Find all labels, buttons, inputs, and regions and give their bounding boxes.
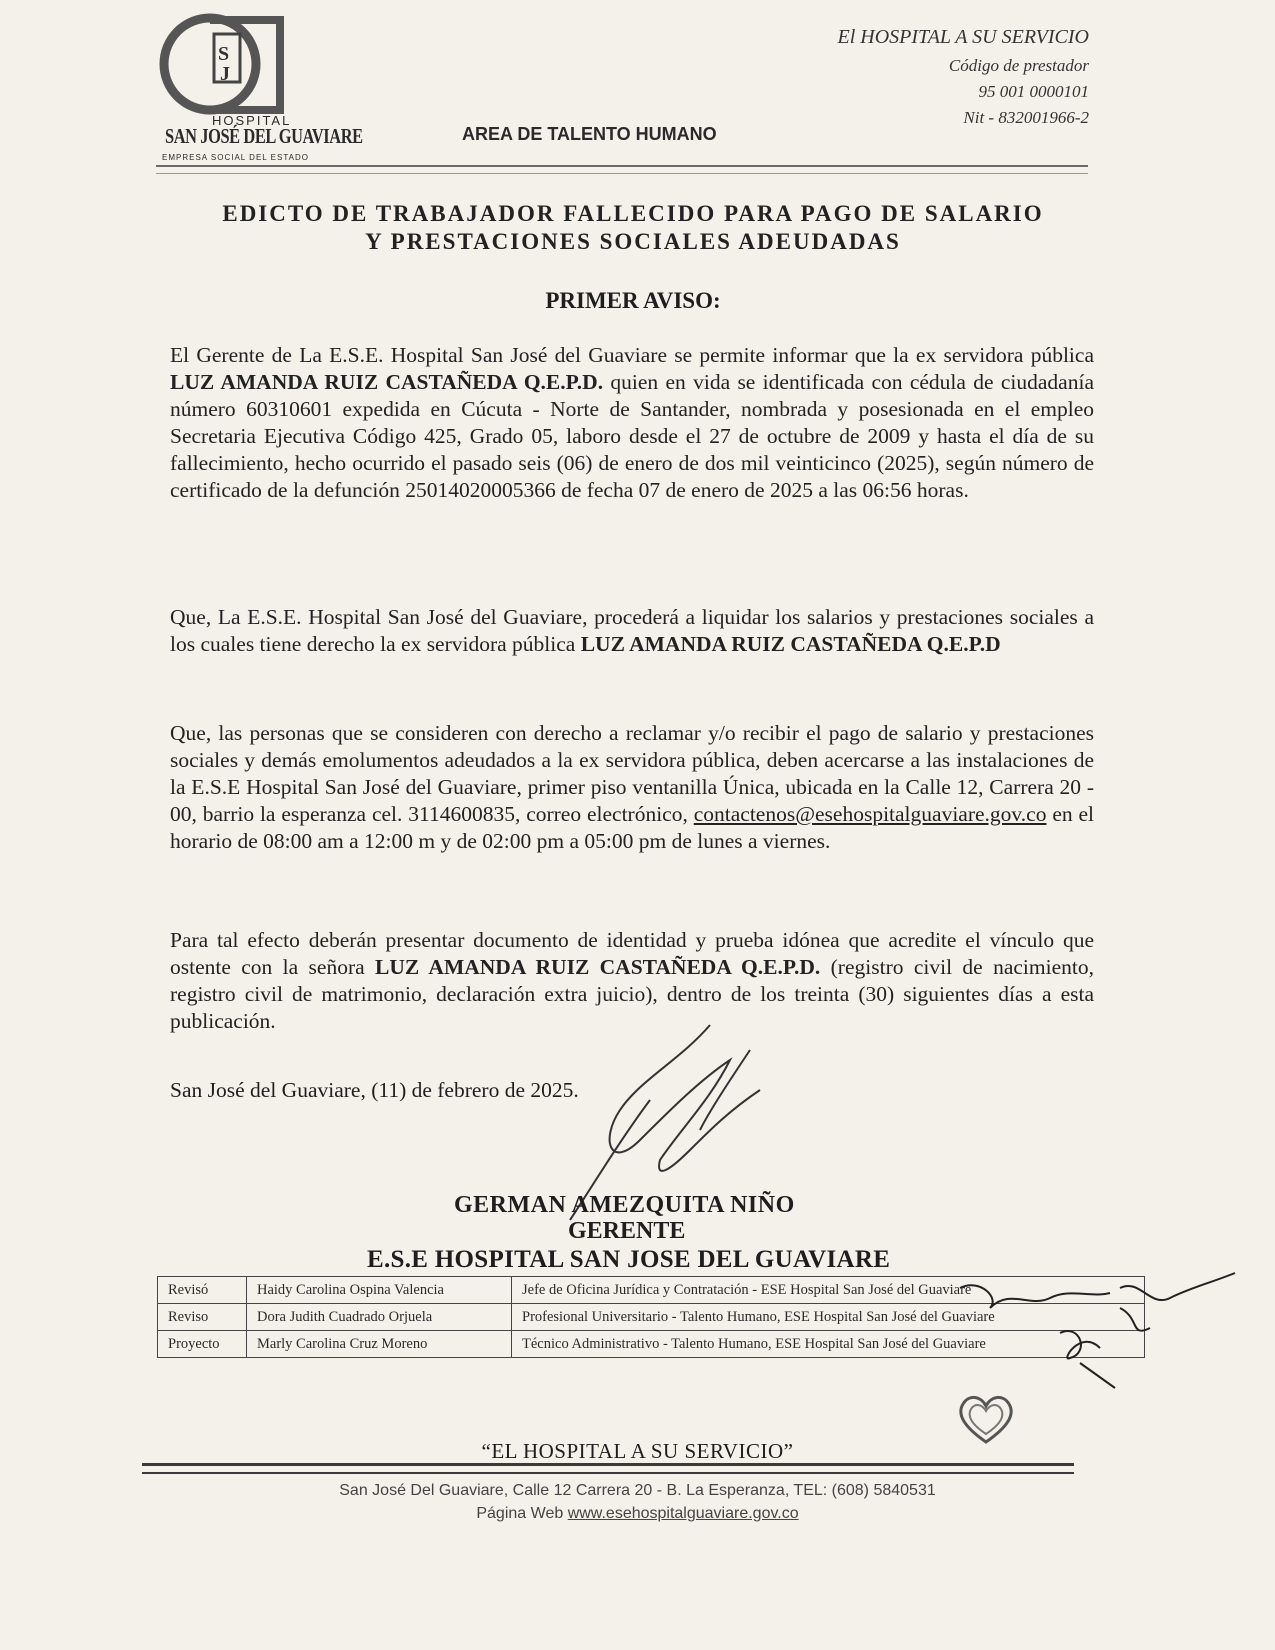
review-action: Proyecto	[158, 1331, 247, 1358]
footer-address: San José Del Guaviare, Calle 12 Carrera 20 - B. La Esperanza, TEL: (608) 5840531	[339, 1482, 936, 1499]
svg-text:S: S	[218, 43, 230, 65]
header-slogan: El HOSPITAL A SU SERVICIO	[837, 26, 1089, 48]
p2-text-a: Que, La E.S.E. Hospital San José del Guaviare, procederá a liquidar los salarios y prestaciones sociales a los cuales tiene derecho la ex servidora pública	[170, 605, 1094, 656]
footer-divider	[142, 1463, 1074, 1474]
signer-role: GERENTE	[568, 1218, 686, 1244]
logo-hospital-name: SAN JOSÉ DEL GUAVIARE	[165, 124, 363, 148]
p1-text-a: El Gerente de La E.S.E. Hospital San José del Guaviare se permite informar que la ex servidora pública	[170, 343, 1094, 367]
header-info	[838, 26, 1089, 131]
signer-name: GERMAN AMEZQUITA NIÑO	[454, 1192, 795, 1218]
website-link[interactable]: www.esehospitalguaviare.gov.co	[567, 1505, 799, 1522]
deceased-name: LUZ AMANDA RUIZ CASTAÑEDA Q.E.P.D.	[170, 370, 604, 394]
review-person: Marly Carolina Cruz Moreno	[247, 1331, 512, 1358]
logo-subtitle: EMPRESA SOCIAL DEL ESTADO	[162, 153, 309, 162]
review-person: Haidy Carolina Ospina Valencia	[247, 1277, 512, 1304]
p1-text-b: quien en vida se identificada con cédula de ciudadanía número 60310601 expedida en Cúcuta - Norte de Santander, nombrada y posesionada en el empleo Secretaria Ejecutiva Código 425, Grado 05, laboro desde el 27 de octubre de 2009 y hasta el día de su fallecimiento, hecho ocurrido el pasado seis (06) de enero de dos mil veinticinco (2025), según número de certificado de la defunción 25014020005366 de fecha 07 de enero de 2025 a las 06:56 horas.	[170, 370, 1094, 502]
contact-email-link[interactable]: contactenos@esehospitalguaviare.gov.co	[693, 802, 1047, 826]
document-title	[165, 200, 1101, 256]
signer-organization: E.S.E HOSPITAL SAN JOSE DEL GUAVIARE	[367, 1246, 891, 1273]
svg-text:J: J	[220, 63, 230, 85]
deceased-name: LUZ AMANDA RUIZ CASTAÑEDA Q.E.P.D.	[375, 955, 821, 979]
title-line-1: EDICTO DE TRABAJADOR FALLECIDO PARA PAGO DE SALARIO	[222, 201, 1044, 226]
p4-text-a: Para tal efecto deberán presentar documento de identidad y prueba idónea que acredite el vínculo que ostente con la señora	[170, 928, 1094, 979]
nit-number: Nit - 832001966-2	[963, 108, 1089, 127]
deceased-name: LUZ AMANDA RUIZ CASTAÑEDA Q.E.P.D	[580, 632, 1001, 656]
review-position: Profesional Universitario - Talento Humano, ESE Hospital San José del Guaviare	[512, 1304, 1145, 1331]
review-action: Reviso	[158, 1304, 247, 1331]
heart-seal-icon	[953, 1390, 1019, 1446]
footer-slogan: “EL HOSPITAL A SU SERVICIO”	[481, 1439, 794, 1463]
paragraph-2	[170, 604, 1094, 658]
review-position: Técnico Administrativo - Talento Humano, ESE Hospital San José del Guaviare	[512, 1331, 1145, 1358]
area-title: AREA DE TALENTO HUMANO	[462, 124, 717, 144]
paragraph-3	[170, 720, 1094, 855]
title-line-2: Y PRESTACIONES SOCIALES ADEUDADAS	[365, 229, 901, 254]
paragraph-4	[170, 927, 1094, 1035]
review-action: Revisó	[158, 1277, 247, 1304]
review-position: Jefe de Oficina Jurídica y Contratación - ESE Hospital San José del Guaviare	[512, 1277, 1145, 1304]
notice-subtitle: PRIMER AVISO:	[545, 288, 721, 313]
web-label: Página Web	[476, 1505, 568, 1522]
p3-text-b: en el horario de 08:00 am a 12:00 m y de 02:00 pm a 05:00 pm de lunes a viernes.	[170, 802, 1094, 853]
provider-code-label: Código de prestador	[948, 56, 1089, 75]
footer-web	[0, 1505, 1275, 1523]
review-initials	[940, 1268, 1240, 1398]
p4-text-b: (registro civil de nacimiento, registro civil de matrimonio, declaración extra juicio), dentro de los treinta (30) siguientes días a esta publicación.	[170, 955, 1094, 1033]
logo-hospital-word: HOSPITAL	[212, 113, 292, 128]
p3-text-a: Que, las personas que se consideren con derecho a reclamar y/o recibir el pago de salario y prestaciones sociales y demás emolumentos adeudados a la ex servidora pública, deben acercarse a las instalaciones de la E.S.E Hospital San José del Guaviare, primer piso ventanilla Única, ubicada en la Calle 12, Carrera 20 - 00, barrio la esperanza cel. 3114600835, correo electrónico,	[170, 721, 1094, 826]
provider-code: 95 001 0000101	[978, 82, 1089, 101]
review-person: Dora Judith Cuadrado Orjuela	[247, 1304, 512, 1331]
paragraph-1	[170, 342, 1094, 504]
header-divider	[156, 165, 1088, 174]
date-line: San José del Guaviare, (11) de febrero de 2025.	[170, 1078, 579, 1102]
